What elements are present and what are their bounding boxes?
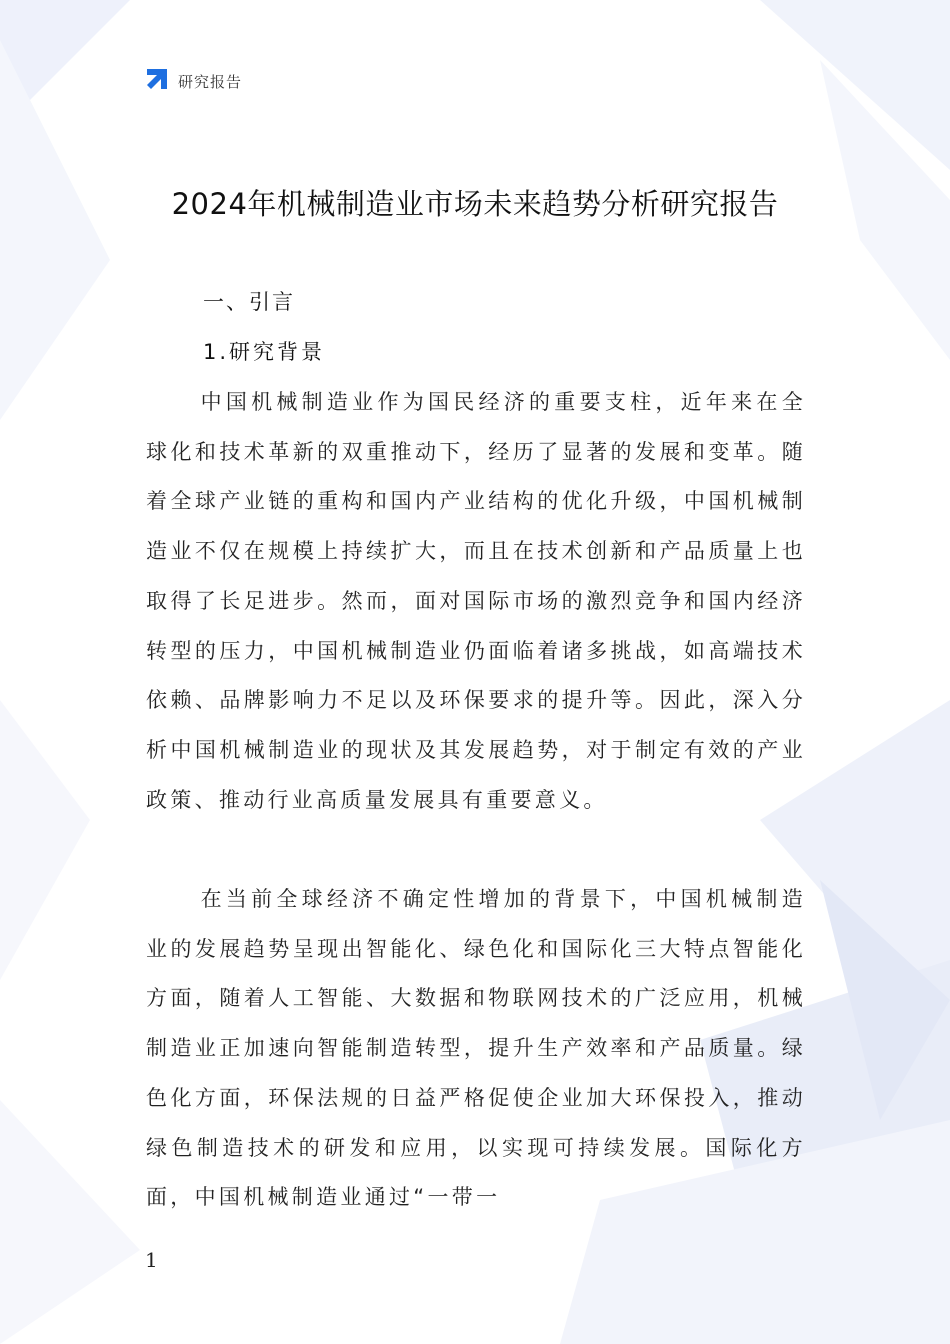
section-heading: 一、引言	[203, 290, 295, 314]
brand-label: 研究报告	[178, 72, 243, 91]
page-number: 1	[145, 1248, 158, 1272]
brand-header	[144, 68, 242, 94]
document-title: 2024年机械制造业市场未来趋势分析研究报告	[171, 187, 779, 221]
subsection-heading: 1.研究背景	[203, 340, 326, 364]
arrow-up-right-icon	[144, 66, 170, 97]
body-paragraph: 在当前全球经济不确定性增加的背景下，中国机械制造业的发展趋势呈现出智能化、绿色化和国际化三大特点智能化方面，随着人工智能、大数据和物联网技术的广泛应用，机械制造业正加速向智能制造转型，提升生产效率和产品质量。绿色化方面，环保法规的日益严格促使企业加大环保投入，推动绿色制造技术的研发和应用，以实现可持续发展。国际化方面，中国机械制造业通过“一带一	[146, 887, 806, 1210]
body-paragraph: 中国机械制造业作为国民经济的重要支柱，近年来在全球化和技术革新的双重推动下，经历了显著的发展和变革。随着全球产业链的重构和国内产业结构的优化升级，中国机械制造业不仅在规模上持续扩大，而且在技术创新和产品质量上也取得了长足进步。然而，面对国际市场的激烈竞争和国内经济转型的压力，中国机械制造业仍面临着诸多挑战，如高端技术依赖、品牌影响力不足以及环保要求的提升等。因此，深入分析中国机械制造业的现状及其发展趋势，对于制定有效的产业政策、推动行业高质量发展具有重要意义。	[146, 390, 806, 812]
